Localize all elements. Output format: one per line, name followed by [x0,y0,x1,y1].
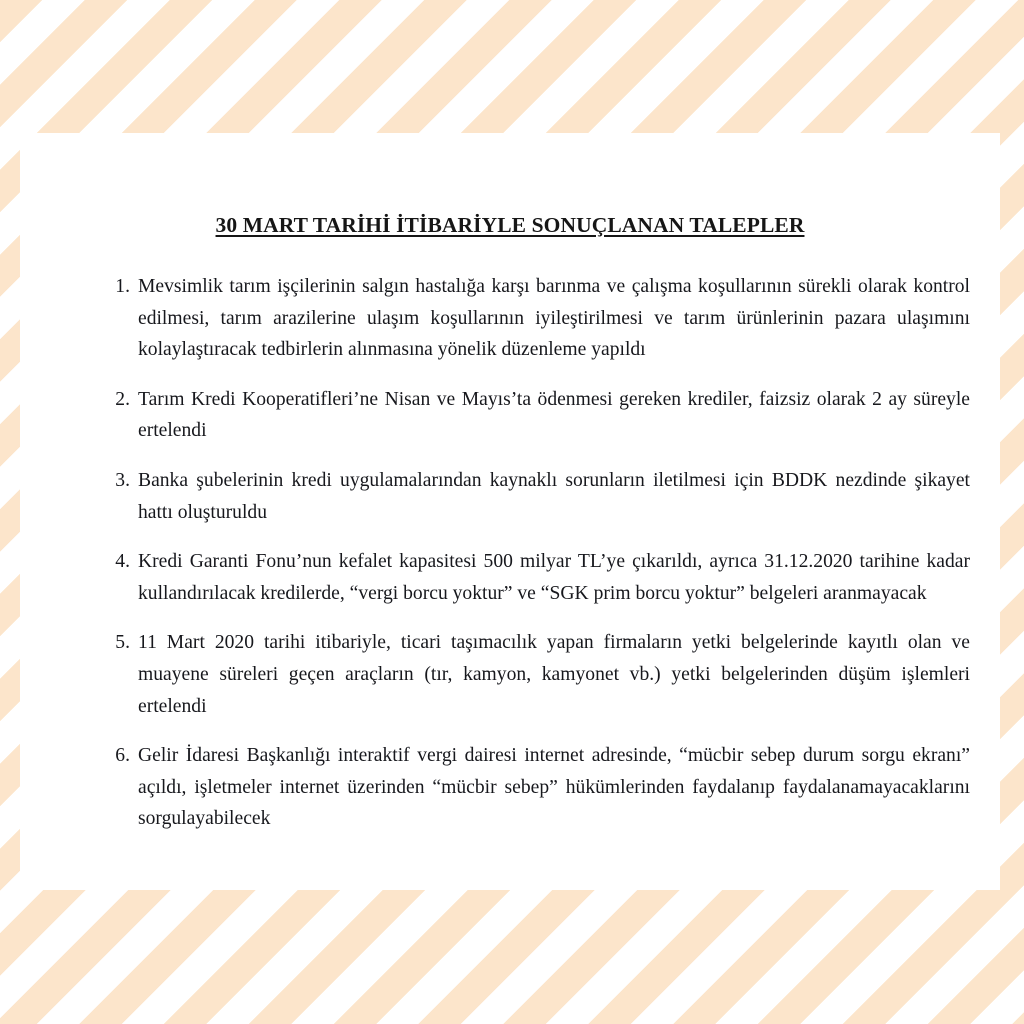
list-item [82,546,970,609]
list-item [82,627,970,722]
list-item [82,384,970,447]
page-title-text: 30 MART TARİHİ İTİBARİYLE SONUÇLANAN TALEPLER [215,213,805,237]
list-item-text: Banka şubelerinin kredi uygulamalarından kaynaklı sorunların iletilmesi için BDDK nezdinde şikayet hattı oluşturuldu [138,469,970,523]
list-item-number: 5. [115,632,130,654]
document-card [20,133,1000,890]
list-item [82,271,970,366]
list-item [82,465,970,528]
list-item-number: 3. [115,469,130,491]
numbered-list [82,271,970,835]
list-item-number: 6. [115,745,130,767]
page-title [20,213,1000,239]
list-item-text: Tarım Kredi Kooperatifleri’ne Nisan ve Mayıs’ta ödenmesi gereken krediler, faizsiz olarak 2 ay süreyle ertelendi [138,388,970,442]
list-item-text: Kredi Garanti Fonu’nun kefalet kapasitesi 500 milyar TL’ye çıkarıldı, ayrıca 31.12.2020 tarihine kadar kullandırılacak kredilerde, “vergi borcu yoktur” ve “SGK prim borcu yoktur” belgeleri aranmayacak [138,551,970,604]
list-item-number: 1. [115,276,130,297]
list-item [82,740,970,835]
list-item-number: 2. [115,388,130,410]
list-item-text: Mevsimlik tarım işçilerinin salgın hastalığa karşı barınma ve çalışma koşullarının sürekli olarak kontrol edilmesi, tarım arazilerine ulaşım koşullarının iyileştirilmesi ve tarım ürünlerinin pazara ulaşımını kolaylaştıracak tedbirlerin alınmasına yönelik düzenleme yapıldı [138,276,970,361]
list-item-text: 11 Mart 2020 tarihi itibariyle, ticari taşımacılık yapan firmaların yetki belgelerinde kayıtlı olan ve muayene süreleri geçen araçların (tır, kamyon, kamyonet vb.) yetki belgelerinden düşüm işlemleri ertelendi [138,632,970,717]
list-item-number: 4. [115,551,130,573]
list-item-text: Gelir İdaresi Başkanlığı interaktif vergi dairesi internet adresinde, “mücbir sebep durum sorgu ekranı” açıldı, işletmeler internet üzerinden “mücbir sebep” hükümlerinden faydalanıp faydalanamayacaklarını sorgulayabilecek [138,745,970,830]
